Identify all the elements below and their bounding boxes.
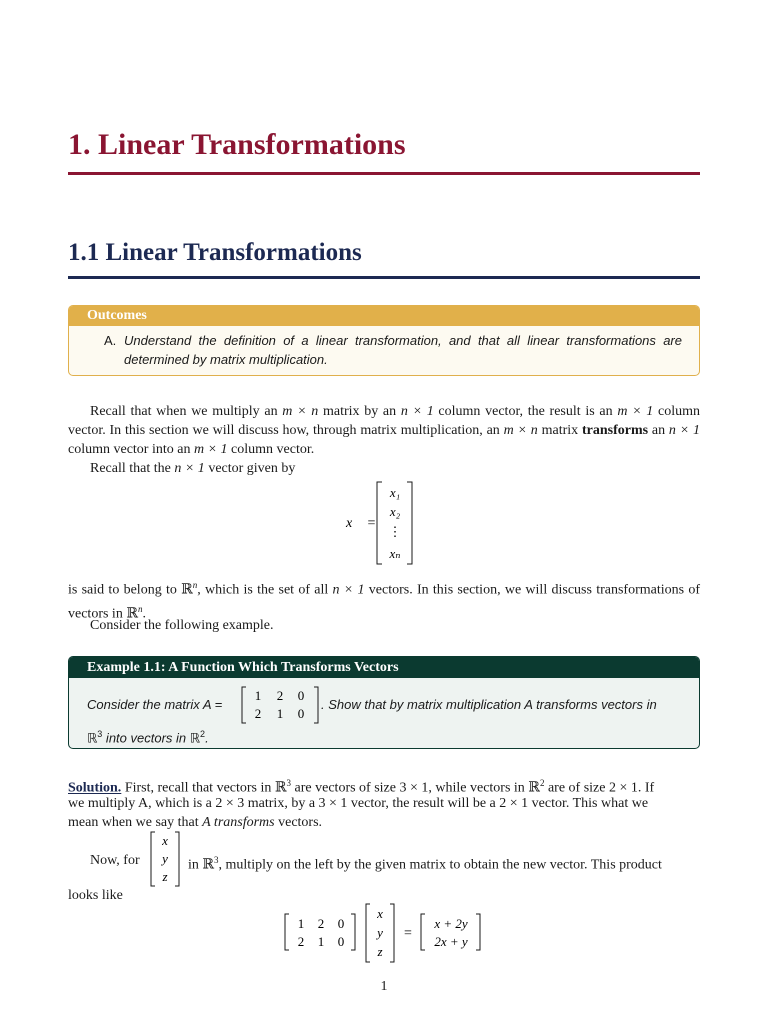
solution-line-3: mean when we say that A transforms vectors. <box>68 815 323 830</box>
svg-text:1: 1 <box>317 934 325 949</box>
product-equation <box>280 900 500 966</box>
vector-entry: x₂ <box>389 504 401 519</box>
svg-text:z: z <box>377 944 383 959</box>
vector-x-lhs: x⃗ = <box>346 516 377 531</box>
example-box <box>68 656 700 749</box>
section-rule <box>68 276 700 279</box>
in-R3-text: in ℝ$^3$, multiply on the left by the given matrix to obtain the new vector. This product <box>188 855 662 873</box>
outcomes-header: Outcomes <box>69 306 699 326</box>
section-title: 1.1 Linear Transformations <box>68 239 362 266</box>
example-header: Example 1.1: A Function Which Transforms Vectors <box>69 657 699 678</box>
outcomes-box <box>68 305 700 376</box>
solution-label: Solution. <box>68 780 122 796</box>
example-line-2: ℝ$^3$ into vectors in ℝ$^2$. <box>87 729 209 746</box>
now-for-text: Now, for <box>90 853 140 868</box>
matrix-entry: 2 <box>276 688 284 703</box>
svg-text:y: y <box>162 851 168 866</box>
example-line-1b: . Show that by matrix multiplication A transforms vectors in <box>321 697 657 712</box>
intro-paragraph-2: Recall that the n × 1 vector given by <box>90 461 296 476</box>
intro-paragraph-3: is said to belong to ℝ$^n$, which is the set of all n × 1 vectors. In this section, we will discuss transformations of vectors in ℝ$^n$. <box>68 580 700 622</box>
outcome-text: Understand the definition of a linear transformation, and that all linear transformations are determined by matrix multiplication. <box>124 333 682 367</box>
matrix-entry: 0 <box>297 706 305 721</box>
outcome-item <box>104 331 682 369</box>
example-line-1a: Consider the matrix A = <box>87 697 223 712</box>
matrix-entry: 1 <box>254 688 262 703</box>
matrix-entry: 2 <box>254 706 262 721</box>
chapter-rule <box>68 172 700 175</box>
svg-text:y: y <box>377 925 383 940</box>
svg-text:x: x <box>162 833 168 848</box>
solution-line-2: we multiply A, which is a 2 × 3 matrix, by a 3 × 1 vector, the result will be a 2 × 1 vector. This what we <box>68 796 649 811</box>
svg-text:2x + y: 2x + y <box>434 934 468 949</box>
xyz-vector <box>148 830 184 888</box>
svg-text:0: 0 <box>337 934 345 949</box>
intro-paragraph-4: Consider the following example. <box>90 618 274 633</box>
vector-entry: ⋮ <box>388 524 402 539</box>
solution-line-1: Solution. First, recall that vectors in ℝ$^3$ are vectors of size 3 × 1, while vectors in ℝ$^2$ are of size 2 × 1. If <box>68 778 655 796</box>
svg-text:0: 0 <box>337 916 345 931</box>
matrix-entry: 0 <box>297 688 305 703</box>
matrix-A <box>241 685 321 725</box>
svg-text:=: = <box>404 926 412 941</box>
vector-x-equation <box>340 478 430 568</box>
intro-paragraph-1: Recall that when we multiply an m × n matrix by an n × 1 column vector, the result is an m × 1 column vector. In this section we will discuss how, through matrix multiplication, an m × n matrix transforms an n × 1 column vector into an m × 1 column vector. <box>68 404 700 457</box>
svg-text:x: x <box>377 906 383 921</box>
matrix-entry: 1 <box>276 706 284 721</box>
svg-text:x + 2y: x + 2y <box>434 916 468 931</box>
outcome-marker: A. <box>104 333 117 348</box>
chapter-title: 1. Linear Transformations <box>68 128 406 161</box>
svg-text:2: 2 <box>297 934 305 949</box>
svg-text:z: z <box>162 869 168 884</box>
looks-like-text: looks like <box>68 888 123 903</box>
page-number: 1 <box>380 979 388 994</box>
vector-entry: xₙ <box>389 546 401 561</box>
svg-text:1: 1 <box>297 916 305 931</box>
vector-entry: x₁ <box>389 485 401 500</box>
svg-text:2: 2 <box>317 916 325 931</box>
